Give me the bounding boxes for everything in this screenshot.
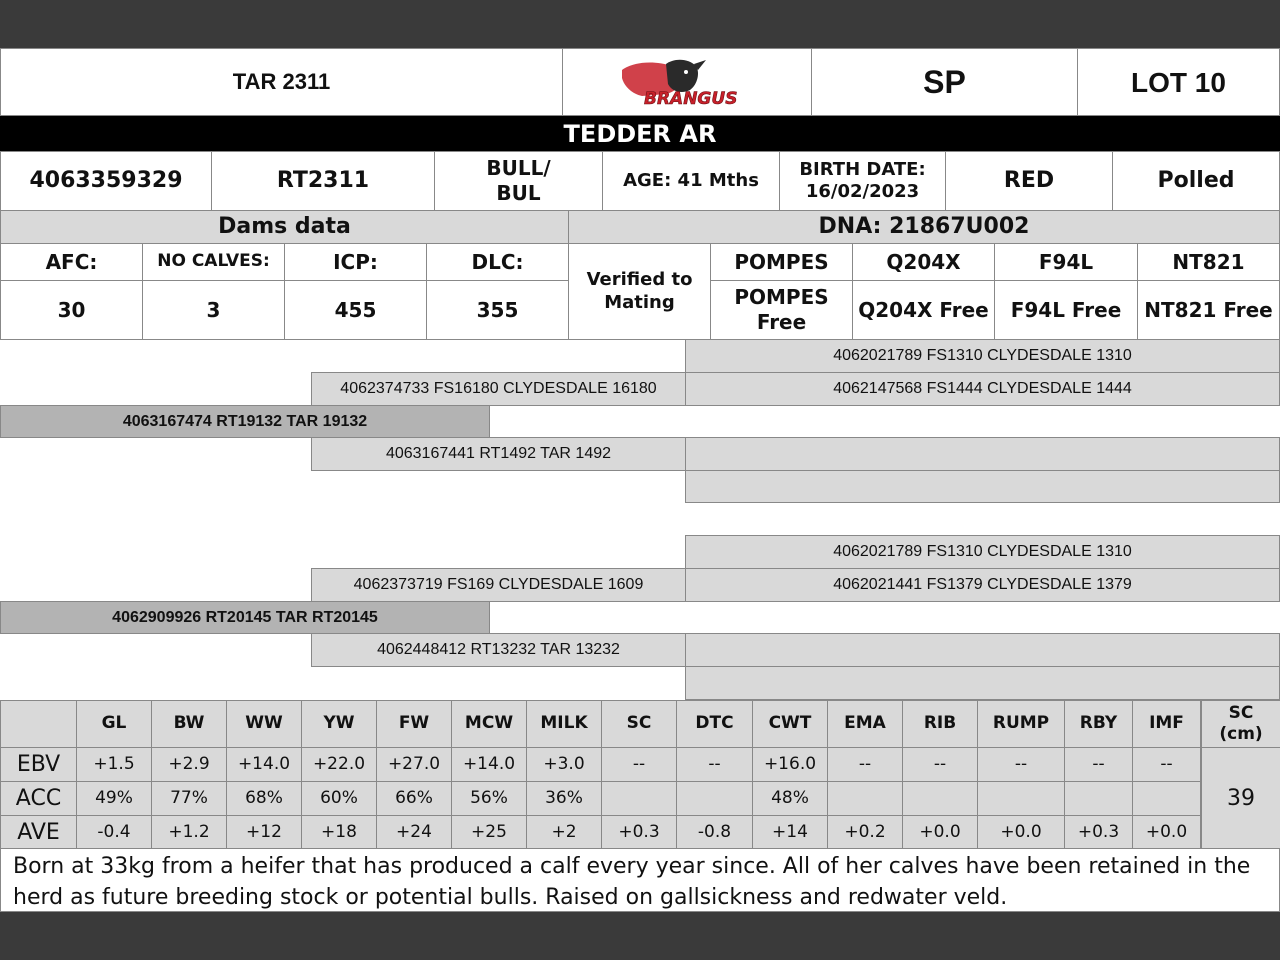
dlc-label: DLC: [426,243,569,281]
top-frame-bar [0,0,1280,48]
ebv-cell: +12 [226,815,302,850]
afc-value: 30 [0,280,143,340]
pedigree-sire-dam-dam [685,470,1280,503]
ebv-cell: +22.0 [301,747,377,782]
ebv-cell: +24 [376,815,452,850]
ebv-cell: 56% [451,781,527,816]
ebv-cell: -- [1132,747,1201,782]
dna-header: DNA: 21867U002 [568,210,1280,244]
ebv-col-rump: RUMP [977,700,1065,748]
ebv-cell: -- [827,747,903,782]
pedigree-dam: 4062909926 RT20145 TAR RT20145 [0,601,490,634]
pedigree-dam-dam-dam [685,666,1280,700]
pedigree-sire-dam: 4063167441 RT1492 TAR 1492 [311,437,686,471]
birth-date-label: BIRTH DATE: [799,158,926,180]
ebv-cell: -- [977,747,1065,782]
ebv-cell: -0.4 [76,815,152,850]
pedigree-sire-sire-sire: 4062021789 FS1310 CLYDESDALE 1310 [685,339,1280,373]
ebv-col-ema: EMA [827,700,903,748]
dlc-value: 355 [426,280,569,340]
category-code: SP [811,48,1078,116]
ebv-col-imf: IMF [1132,700,1201,748]
comment-text: Born at 33kg from a heifer that has produced a calf every year since. All of her calves have been retained in the herd as future breeding stock or potential bulls. Raised on gallsickness and redwater veld. [0,848,1280,912]
ebv-row-label-acc: ACC [0,781,77,816]
pedigree-dam-sire-sire: 4062021789 FS1310 CLYDESDALE 1310 [685,535,1280,569]
ebv-cell: -0.8 [676,815,753,850]
svg-text:BRANGUS: BRANGUS [644,89,738,108]
ebv-cell: 48% [752,781,828,816]
dna-result-q204x: Q204X Free [852,280,995,340]
sex: BULL/ BUL [434,151,603,211]
ebv-col-rby: RBY [1064,700,1133,748]
ebv-col-mcw: MCW [451,700,527,748]
ebv-cell: +2 [526,815,602,850]
pedigree-sire-dam-sire [685,437,1280,471]
ebv-cell: -- [1064,747,1133,782]
ebv-cell: +14 [752,815,828,850]
ebv-cell: 68% [226,781,302,816]
ebv-cell: +27.0 [376,747,452,782]
dna-result-pompes: POMPES Free [710,280,853,340]
birth-date [779,151,946,211]
ebv-cell: +18 [301,815,377,850]
pedigree-dam-sire: 4062373719 FS169 CLYDESDALE 1609 [311,568,686,602]
ebv-col-dtc: DTC [676,700,753,748]
ebv-cell: +0.0 [977,815,1065,850]
icp-label: ICP: [284,243,427,281]
ebv-cell: +0.0 [902,815,978,850]
ebv-cell: +16.0 [752,747,828,782]
ebv-cell [827,781,903,816]
bottom-frame-bar [0,912,1280,960]
no-calves-value: 3 [142,280,285,340]
colour: RED [945,151,1113,211]
dams-data-header: Dams data [0,210,569,244]
birth-date-value: 16/02/2023 [805,181,920,202]
ebv-col-yw: YW [301,700,377,748]
ebv-col-fw: FW [376,700,452,748]
horn-status: Polled [1112,151,1280,211]
ebv-col-rib: RIB [902,700,978,748]
ebv-cell: +3.0 [526,747,602,782]
dna-result-nt821: NT821 Free [1137,280,1280,340]
ebv-cell [902,781,978,816]
ebv-cell: 66% [376,781,452,816]
icp-value: 455 [284,280,427,340]
ebv-cell: +2.9 [151,747,227,782]
ebv-cell: +1.5 [76,747,152,782]
verified-to-mating: Verified to Mating [568,243,711,340]
ebv-cell: -- [902,747,978,782]
ebv-cell: +0.3 [601,815,677,850]
ebv-col-cwt: CWT [752,700,828,748]
ebv-col-sc-cm: SC (cm) [1201,700,1280,748]
lot-number: LOT 10 [1077,48,1280,116]
lot-sheet [0,48,1280,912]
ebv-cell: +1.2 [151,815,227,850]
pedigree-dam-dam-sire [685,633,1280,667]
ebv-cell: +0.2 [827,815,903,850]
dna-test-label-pompes: POMPES [710,243,853,281]
ebv-cell [1132,781,1201,816]
bull-head-icon [602,56,772,108]
ebv-col-bw: BW [151,700,227,748]
no-calves-label: NO CALVES: [142,243,285,281]
ebv-cell: +0.3 [1064,815,1133,850]
dna-test-label-nt821: NT821 [1137,243,1280,281]
ebv-cell [1064,781,1133,816]
pedigree-sire-sire: 4062374733 FS16180 CLYDESDALE 16180 [311,372,686,406]
pedigree-sire: 4063167474 RT19132 TAR 19132 [0,405,490,438]
ebv-cell: 36% [526,781,602,816]
ebv-row-label-ave: AVE [0,815,77,850]
dna-test-label-f94l: F94L [994,243,1138,281]
ebv-cell: +25 [451,815,527,850]
ebv-cell: +14.0 [226,747,302,782]
ebv-cell: 77% [151,781,227,816]
ebv-cell: 49% [76,781,152,816]
ebv-cell [676,781,753,816]
ebv-col-sc: SC [601,700,677,748]
pedigree-dam-sire-dam: 4062021441 FS1379 CLYDESDALE 1379 [685,568,1280,602]
ebv-col-milk: MILK [526,700,602,748]
ebv-cell: 60% [301,781,377,816]
ebv-col-ww: WW [226,700,302,748]
ebv-cell [977,781,1065,816]
ebv-cell [601,781,677,816]
dna-result-f94l: F94L Free [994,280,1138,340]
pedigree-sire-sire-dam: 4062147568 FS1444 CLYDESDALE 1444 [685,372,1280,406]
registration-number: 4063359329 [0,151,212,211]
animal-name-title: TEDDER AR [0,116,1280,151]
ebv-cell: +0.0 [1132,815,1201,850]
ebv-cell: +14.0 [451,747,527,782]
tag-number: RT2311 [211,151,435,211]
dna-test-label-q204x: Q204X [852,243,995,281]
afc-label: AFC: [0,243,143,281]
ebv-row-label-ebv: EBV [0,747,77,782]
ebv-cell: -- [676,747,753,782]
ebv-cell: -- [601,747,677,782]
pedigree-dam-dam: 4062448412 RT13232 TAR 13232 [311,633,686,667]
registration-name: TAR 2311 [0,48,563,116]
brangus-logo [562,48,812,116]
ebv-sc-value: 39 [1201,747,1280,850]
ebv-col-gl: GL [76,700,152,748]
age: AGE: 41 Mths [602,151,780,211]
ebv-header-corner [0,700,77,748]
